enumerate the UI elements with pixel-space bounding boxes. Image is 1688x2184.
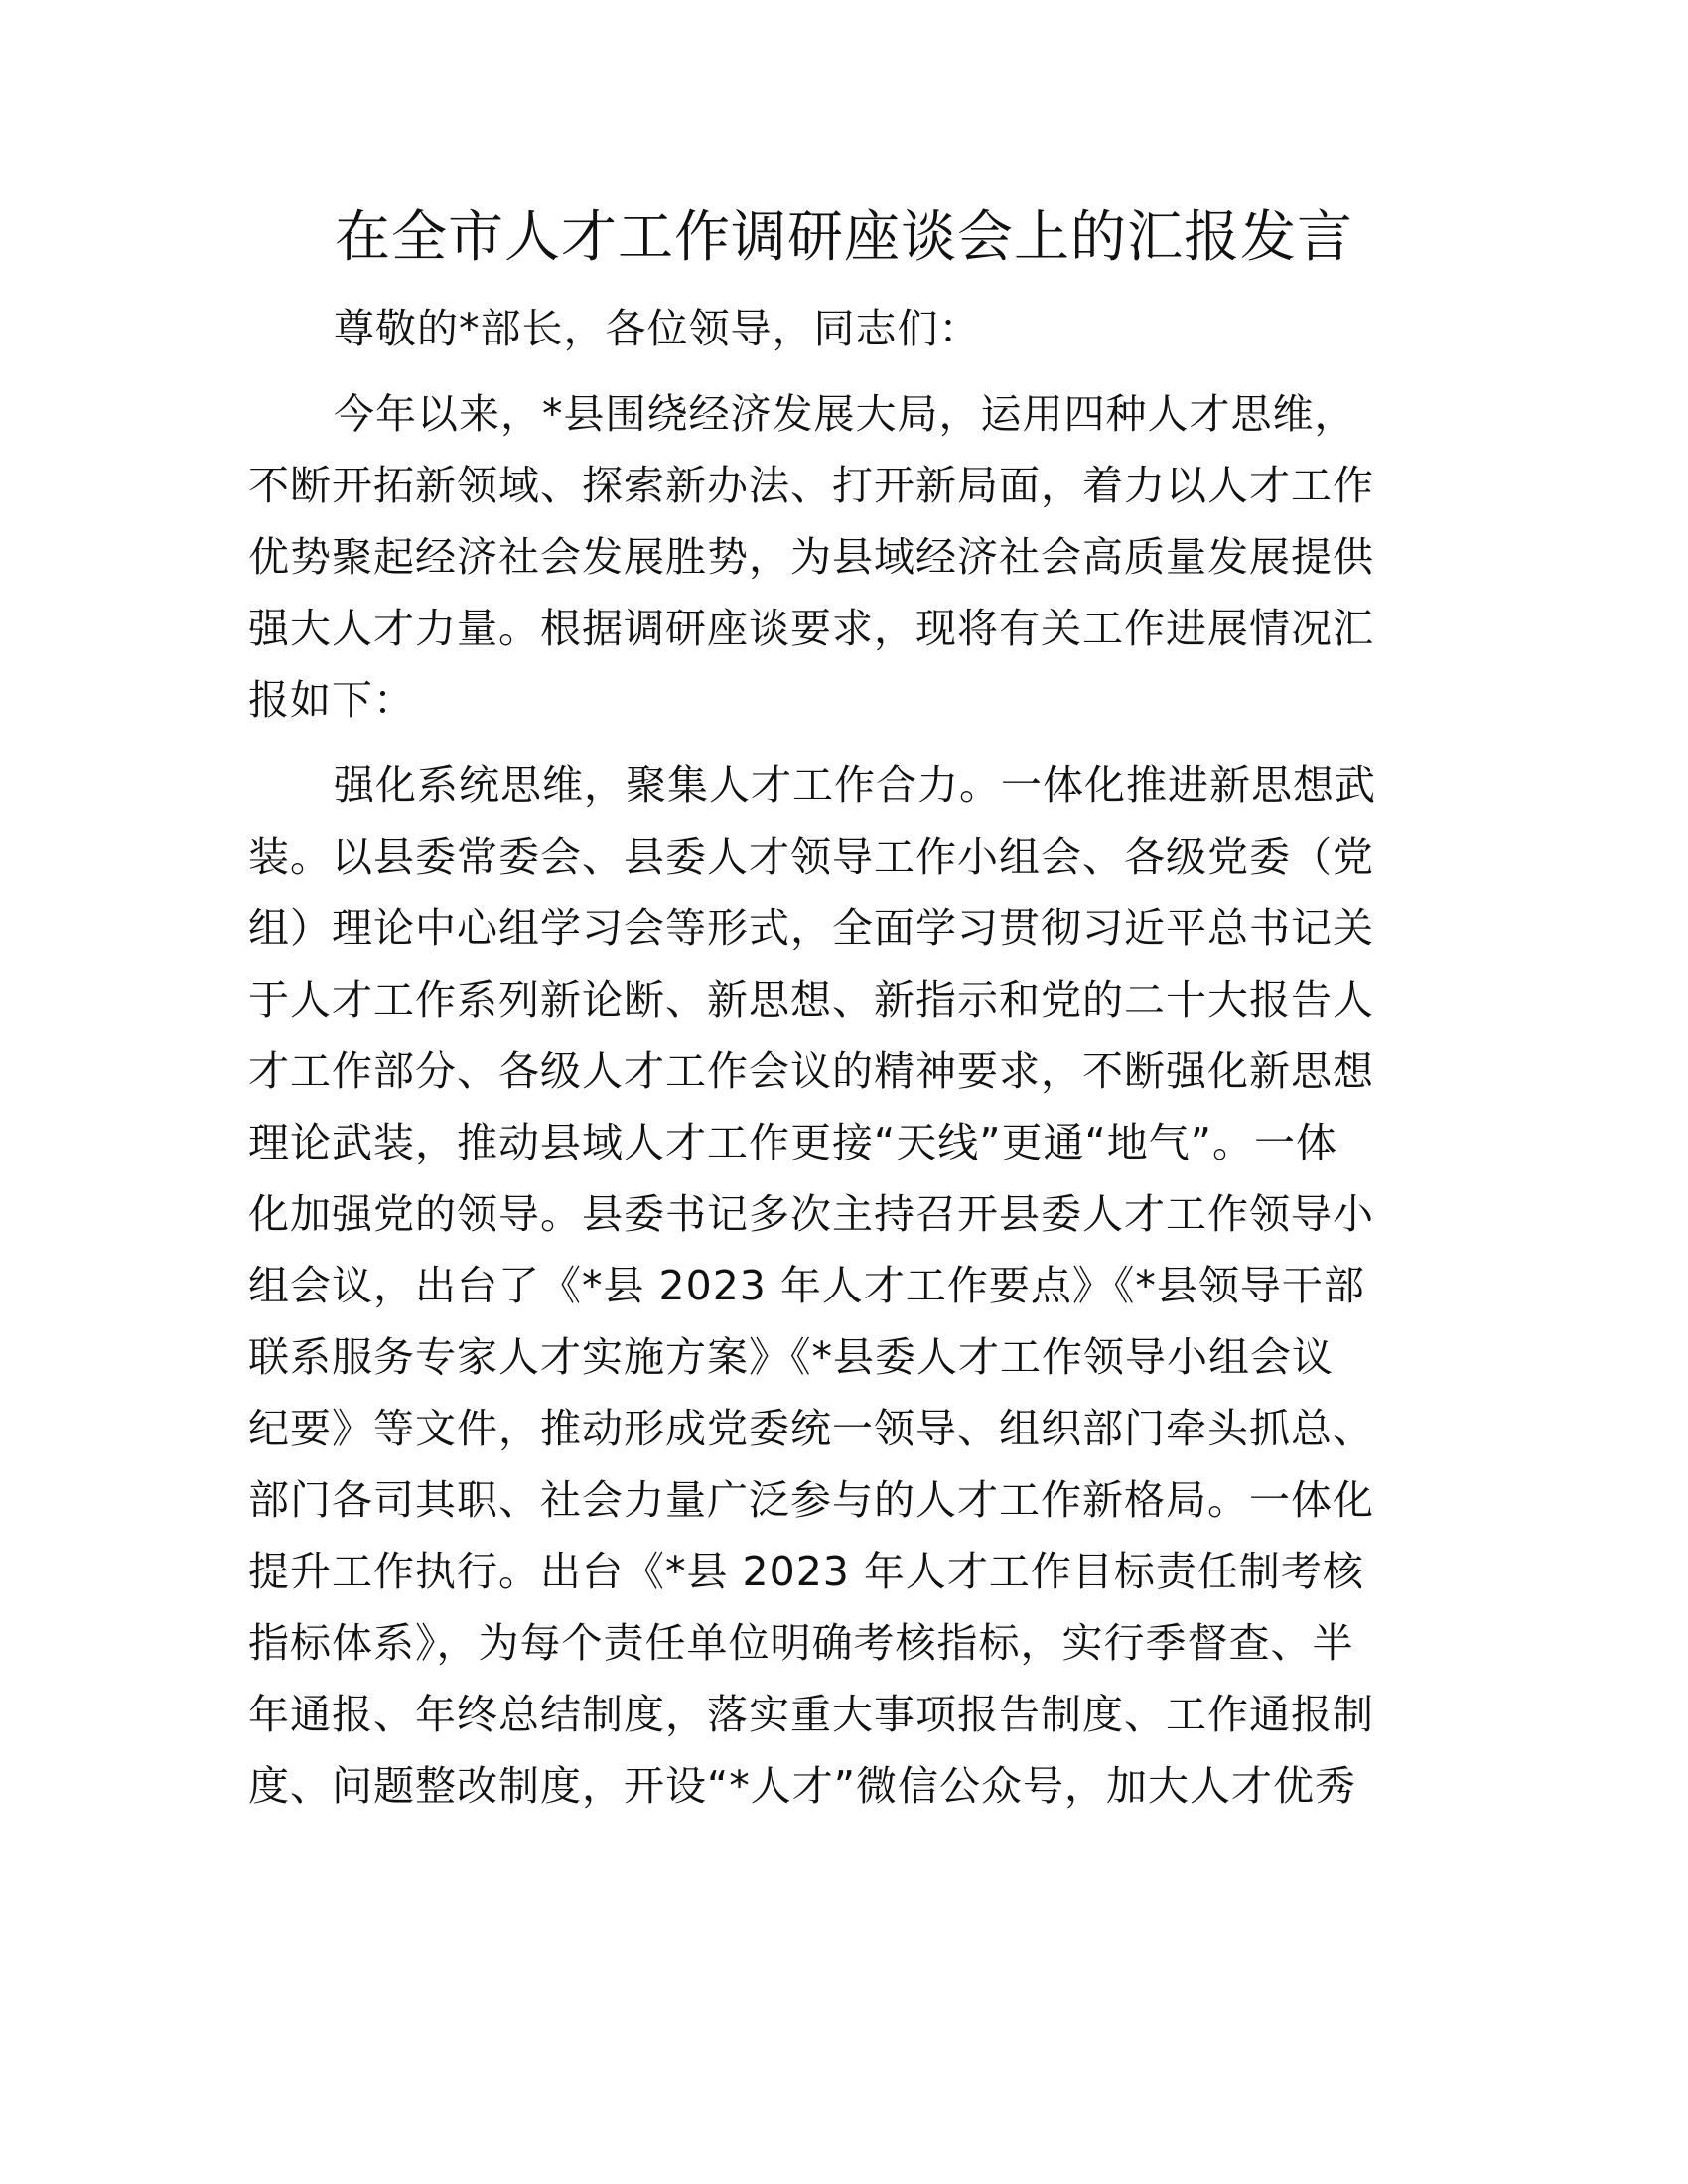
text-line: 强大人才力量。根据调研座谈要求，现将有关工作进展情况汇 [248,605,1374,652]
text-line: 装。以县委常委会、县委人才领导工作小组会、各级党委（党 [248,833,1374,881]
text-line: 联系服务专家人才实施方案》《*县委人才工作领导小组会议 [248,1333,1334,1381]
text-line: 才工作部分、各级人才工作会议的精神要求，不断强化新思想 [248,1047,1374,1095]
text-line: 优势聚起经济社会发展胜势，为县域经济社会高质量发展提供 [248,533,1374,581]
text-line: 报如下： [248,676,415,724]
text-line: 不断开拓新领域、探索新办法、打开新局面，着力以人才工作 [248,462,1374,509]
text-line: 度、问题整改制度，开设“*人才”微信公众号，加大人才优秀 [248,1762,1356,1810]
paragraph-gap [248,364,1440,378]
text-line: 尊敬的*部长，各位领导，同志们： [334,305,981,352]
document-title: 在全市人才工作调研座谈会上的汇报发言 [335,205,1353,270]
text-line: 组）理论中心组学习会等形式，全面学习贯彻习近平总书记关 [248,904,1374,952]
text-line: 提升工作执行。出台《*县 2023 年人才工作目标责任制考核 [248,1548,1364,1595]
text-line: 今年以来，*县围绕经济发展大局，运用四种人才思维， [334,390,1356,438]
document-body [248,293,1440,1822]
text-line: 理论武装，推动县域人才工作更接“天线”更通“地气”。一体 [248,1119,1337,1166]
paragraph-gap [248,736,1440,750]
text-line: 化加强党的领导。县委书记多次主持召开县委人才工作领导小 [248,1190,1374,1238]
text-line: 指标体系》，为每个责任单位明确考核指标，实行季督查、半 [248,1619,1354,1667]
text-line: 组会议，出台了《*县 2023 年人才工作要点》《*县领导干部 [248,1262,1365,1309]
text-line: 强化系统思维，聚集人才工作合力。一体化推进新思想武 [334,761,1376,809]
text-line: 纪要》等文件，推动形成党委统一领导、组织部门牵头抓总、 [248,1405,1374,1452]
text-line: 于人才工作系列新论断、新思想、新指示和党的二十大报告人 [248,976,1374,1024]
text-line: 部门各司其职、社会力量广泛参与的人才工作新格局。一体化 [248,1476,1374,1524]
text-line: 年通报、年终总结制度，落实重大事项报告制度、工作通报制 [248,1691,1374,1738]
